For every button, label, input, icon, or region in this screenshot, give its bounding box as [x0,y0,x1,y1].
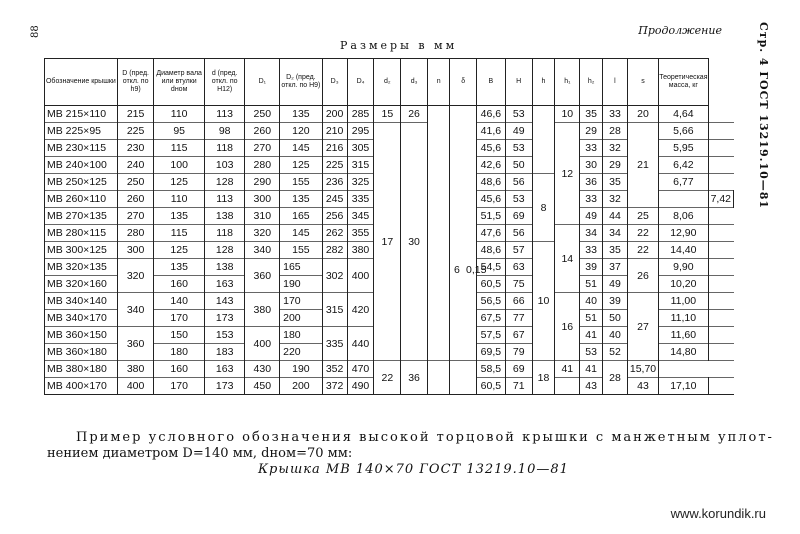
cell-D1: 270 [245,140,280,157]
cell-d-nom: 100 [154,157,204,174]
cell-H: 66 [505,293,532,310]
cell-l: 50 [603,310,628,327]
cell-D4: 325 [347,174,374,191]
cell-s: 20 [627,106,658,123]
n-merged-value: 6 [454,264,460,276]
cell-d-nom: 115 [154,140,204,157]
cell-mass: 15,70 [627,361,658,378]
cell-D4: 315 [347,157,374,174]
cell-d: 113 [204,106,245,123]
cell-mass: 8,06 [659,208,708,225]
cell-d: 153 [204,327,245,344]
cell-h2: 29 [580,123,603,140]
cell-mass: 6,77 [659,174,708,191]
cell-designation: МВ 380×180 [45,361,118,378]
cell-d-nom: 115 [154,225,204,242]
cell-s-merged: 21 [627,123,658,208]
cell-d3: 26 [401,106,428,123]
header-D2: D₂ (пред. откл. по Н9) [280,59,323,106]
header-d: d (пред. откл. по Н12) [204,59,245,106]
cell-D4: 470 [347,361,374,378]
cell-d-nom: 170 [154,310,204,327]
cell-D4-merged: 420 [347,293,374,327]
cell-d-nom: 140 [154,293,204,310]
cell-h-merged: 10 [532,242,555,361]
cell-H: 69 [505,361,532,378]
cell-B: 54,5 [476,259,505,276]
cell-h2: 40 [580,293,603,310]
cell-d: 163 [204,276,245,293]
cell-l: 43 [627,378,658,395]
cell-d3-merged: 36 [401,361,428,395]
cell-designation: МВ 320×135 [45,259,118,276]
cell-H: 53 [505,191,532,208]
cell-D4: 490 [347,378,374,395]
cell-D1: 450 [245,378,280,395]
cell-d: 118 [204,225,245,242]
cell-B: 47,6 [476,225,505,242]
cell-D2: 190 [280,276,323,293]
cell-h2: 33 [580,140,603,157]
cell-mass: 11,00 [659,293,708,310]
table-row [45,106,734,123]
cell-l: 37 [603,259,628,276]
cell-B: 69,5 [476,344,505,361]
cell-B: 60,5 [476,378,505,395]
cell-designation: МВ 280×115 [45,225,118,242]
cell-D4-merged: 440 [347,327,374,361]
header-h1: h₁ [555,59,580,106]
cell-H: 71 [505,378,532,395]
cell-D1-merged: 360 [245,259,280,293]
cell-s-merged: 26 [627,259,658,293]
cell-H: 67 [505,327,532,344]
cell-H: 49 [505,123,532,140]
example-designation: Крышка МВ 140×70 ГОСТ 13219.10—81 [258,462,569,477]
cell-l: 35 [603,174,628,191]
header-D4: D₄ [347,59,374,106]
cell-d-nom: 110 [154,106,204,123]
header-D3: D₃ [322,59,347,106]
cell-d-nom: 170 [154,378,204,395]
cell-designation: МВ 340×140 [45,293,118,310]
cell-s: 22 [627,242,658,259]
cell-D2: 120 [280,123,323,140]
cell-D3: 236 [322,174,347,191]
cell-h2: 39 [580,259,603,276]
dimensions-title: Размеры в мм [340,39,458,52]
header-s: s [627,59,658,106]
cell-D2: 155 [280,174,323,191]
cell-designation: МВ 240×100 [45,157,118,174]
header-n: n [427,59,450,106]
cell-h1: 10 [555,106,580,123]
cell-d3-merged: 30 [401,123,428,361]
cell-l: 44 [603,208,628,225]
cell-d: 163 [204,361,245,378]
header-D1: D₁ [245,59,280,106]
cell-H: 50 [505,157,532,174]
cell-d-nom: 160 [154,361,204,378]
cell-l: 40 [603,327,628,344]
cell-B: 45,6 [476,140,505,157]
cell-mass: 14,80 [659,344,708,361]
cell-D4-merged: 400 [347,259,374,293]
cell-h2: 51 [580,310,603,327]
cell-n-empty [427,106,450,361]
cell-h1-merged: 18 [532,361,555,395]
cell-D-merged: 360 [117,327,154,361]
cell-d: 118 [204,140,245,157]
cell-D4: 355 [347,225,374,242]
cell-D1: 340 [245,242,280,259]
cell-d-nom: 160 [154,276,204,293]
cell-H: 56 [505,174,532,191]
cell-H: 75 [505,276,532,293]
cell-B: 45,6 [476,191,505,208]
header-B: B [476,59,505,106]
cell-mass: 5,66 [659,123,708,140]
cell-s: 25 [627,208,658,225]
cell-d-nom: 135 [154,208,204,225]
cell-D2: 200 [280,310,323,327]
cell-D1: 280 [245,157,280,174]
cell-D3: 245 [322,191,347,208]
cell-D3: 372 [322,378,347,395]
cell-D3: 225 [322,157,347,174]
header-delta: δ [450,59,476,106]
cell-H: 79 [505,344,532,361]
cell-D: 240 [117,157,154,174]
cell-D2: 145 [280,140,323,157]
cell-d: 183 [204,344,245,361]
cell-l: 49 [603,276,628,293]
cell-D: 230 [117,140,154,157]
cell-s-merged: 27 [627,293,658,361]
header-h2: h₂ [580,59,603,106]
cell-D: 270 [117,208,154,225]
cell-h2: 41 [555,361,580,378]
cell-D3: 262 [322,225,347,242]
cell-D: 300 [117,242,154,259]
cell-D: 215 [117,106,154,123]
cell-D-merged: 320 [117,259,154,293]
cell-D2: 220 [280,344,323,361]
cell-d-nom: 125 [154,242,204,259]
cell-h1-merged: 12 [555,123,580,225]
table-row [45,361,734,378]
cell-D3: 282 [322,242,347,259]
cell-D-merged: 340 [117,293,154,327]
cell-l: 29 [603,157,628,174]
cell-d: 113 [204,191,245,208]
cell-H: 69 [505,208,532,225]
cell-d2: 15 [374,106,401,123]
cell-mass: 4,64 [659,106,708,123]
cell-D4: 285 [347,106,374,123]
table-row [45,123,734,140]
cell-designation: МВ 225×95 [45,123,118,140]
cell-D1: 430 [245,361,280,378]
example-text-line1: Пример условного обозначения высокой торцовой крышки с манжетным уплот- [76,430,774,445]
cell-designation: МВ 215×110 [45,106,118,123]
cell-D2: 135 [280,191,323,208]
cell-mass: 5,95 [659,140,708,157]
cell-d-nom: 95 [154,123,204,140]
header-mass: Теоретическая масса, кг [659,59,708,106]
cell-D2: 180 [280,327,323,344]
cell-d: 128 [204,174,245,191]
cell-D1: 310 [245,208,280,225]
cell-s-merged: 28 [603,361,628,395]
cell-delta-empty [450,106,476,361]
cell-d2-merged: 17 [374,123,401,361]
cell-B: 60,5 [476,276,505,293]
cell-mass: 6,42 [659,157,708,174]
cell-H: 53 [505,140,532,157]
cell-designation: МВ 360×150 [45,327,118,344]
cell-B: 57,5 [476,327,505,344]
cell-D3-merged: 302 [322,259,347,293]
cell-h2: 43 [580,378,603,395]
cell-h2: 35 [580,106,603,123]
cell-designation: МВ 270×135 [45,208,118,225]
cell-h2: 49 [580,208,603,225]
cell-D3: 256 [322,208,347,225]
cell-s-empty [659,191,708,208]
cell-D1-merged: 400 [245,327,280,361]
cell-D: 400 [117,378,154,395]
cell-D2: 155 [280,242,323,259]
cell-h2: 53 [580,344,603,361]
cell-l: 32 [603,140,628,157]
cell-D3-merged: 335 [322,327,347,361]
cell-H: 77 [505,310,532,327]
cell-H: 63 [505,259,532,276]
cell-h2: 33 [580,242,603,259]
cell-l: 28 [603,123,628,140]
header-designation: Обозначение крышки [45,59,118,106]
cell-D1-merged: 380 [245,293,280,327]
cell-d-nom: 150 [154,327,204,344]
cell-B: 42,6 [476,157,505,174]
header-h: h [532,59,555,106]
cell-l: 39 [603,293,628,310]
cell-D4: 305 [347,140,374,157]
watermark-url: www.korundik.ru [670,506,766,521]
cell-d: 138 [204,208,245,225]
cell-B: 67,5 [476,310,505,327]
cell-h-merged: 8 [532,174,555,242]
cell-D3: 210 [322,123,347,140]
cell-d: 138 [204,259,245,276]
cell-mass: 9,90 [659,259,708,276]
cell-designation: МВ 360×180 [45,344,118,361]
cell-h2: 41 [580,327,603,344]
cell-h1-merged: 14 [555,225,580,293]
cell-d: 143 [204,293,245,310]
page-number: 88 [30,25,41,38]
cell-l: 33 [603,106,628,123]
cell-l: 32 [603,191,628,208]
cell-l: 41 [580,361,603,378]
header-d-nom: Диаметр вала или втулки dном [154,59,204,106]
cell-designation: МВ 300×125 [45,242,118,259]
cell-mass: 7,42 [708,191,733,208]
side-header: Стр. 4 ГОСТ 13219.10—81 [757,22,770,210]
cell-D3: 352 [322,361,347,378]
header-l: l [603,59,628,106]
cell-l: 35 [603,242,628,259]
cell-B: 41,6 [476,123,505,140]
cell-delta-empty [450,361,476,395]
header-d3: d₃ [401,59,428,106]
cell-h2: 34 [580,225,603,242]
cell-D4: 345 [347,208,374,225]
cell-D: 250 [117,174,154,191]
cell-D1: 250 [245,106,280,123]
cell-designation: МВ 320×160 [45,276,118,293]
cell-D2: 200 [280,378,323,395]
cell-designation: МВ 250×125 [45,174,118,191]
cell-B: 46,6 [476,106,505,123]
cell-D1: 260 [245,123,280,140]
cell-d: 128 [204,242,245,259]
cell-D3: 200 [322,106,347,123]
cell-d2-merged: 22 [374,361,401,395]
cell-D4: 335 [347,191,374,208]
cell-H: 56 [505,225,532,242]
cell-D1: 290 [245,174,280,191]
cell-h2: 36 [580,174,603,191]
cell-D2: 125 [280,157,323,174]
cell-designation: МВ 260×110 [45,191,118,208]
cell-h2: 30 [580,157,603,174]
cell-D3: 216 [322,140,347,157]
cell-d-nom: 110 [154,191,204,208]
cell-D: 260 [117,191,154,208]
cell-B: 58,5 [476,361,505,378]
cell-D3-merged: 315 [322,293,347,327]
cell-d-nom: 125 [154,174,204,191]
cell-mass: 12,90 [659,225,708,242]
cell-D2: 165 [280,259,323,276]
cell-d: 103 [204,157,245,174]
cell-n-empty [427,361,450,395]
cell-h2: 33 [580,191,603,208]
cell-D2: 135 [280,106,323,123]
header-d2: d₂ [374,59,401,106]
cell-D: 380 [117,361,154,378]
cell-h1-merged: 16 [555,293,580,361]
cell-B: 48,6 [476,242,505,259]
cell-D1: 300 [245,191,280,208]
cell-D: 225 [117,123,154,140]
cell-s: 22 [627,225,658,242]
example-text-line2: нением диаметром D=140 мм, dном=70 мм: [47,446,353,461]
cell-d: 173 [204,310,245,327]
cell-l: 34 [603,225,628,242]
cell-h-empty [532,106,555,174]
header-H: H [505,59,532,106]
cell-d: 98 [204,123,245,140]
specification-table [44,58,734,395]
header-D: D (пред. откл. по h9) [117,59,154,106]
cell-designation: МВ 230×115 [45,140,118,157]
cell-mass: 10,20 [659,276,708,293]
cell-H: 57 [505,242,532,259]
cell-l: 52 [603,344,628,361]
cell-d-nom: 180 [154,344,204,361]
cell-H: 53 [505,106,532,123]
cell-D2: 145 [280,225,323,242]
cell-d: 173 [204,378,245,395]
cell-mass: 11,60 [659,327,708,344]
cell-h2: 51 [580,276,603,293]
cell-D2: 165 [280,208,323,225]
cell-designation: МВ 400×170 [45,378,118,395]
cell-mass: 14,40 [659,242,708,259]
delta-merged-value: 0,15 [466,264,487,276]
continuation-label: Продолжение [638,24,722,37]
cell-D4: 295 [347,123,374,140]
cell-B: 51,5 [476,208,505,225]
cell-mass: 11,10 [659,310,708,327]
cell-D: 280 [117,225,154,242]
table-header-row [45,59,734,106]
cell-B: 48,6 [476,174,505,191]
cell-designation: МВ 340×170 [45,310,118,327]
cell-D2: 190 [280,361,323,378]
cell-D4: 380 [347,242,374,259]
cell-h-empty [555,378,580,395]
cell-mass: 17,10 [659,378,708,395]
cell-D2: 170 [280,293,323,310]
cell-B: 56,5 [476,293,505,310]
cell-d-nom: 135 [154,259,204,276]
cell-D1: 320 [245,225,280,242]
